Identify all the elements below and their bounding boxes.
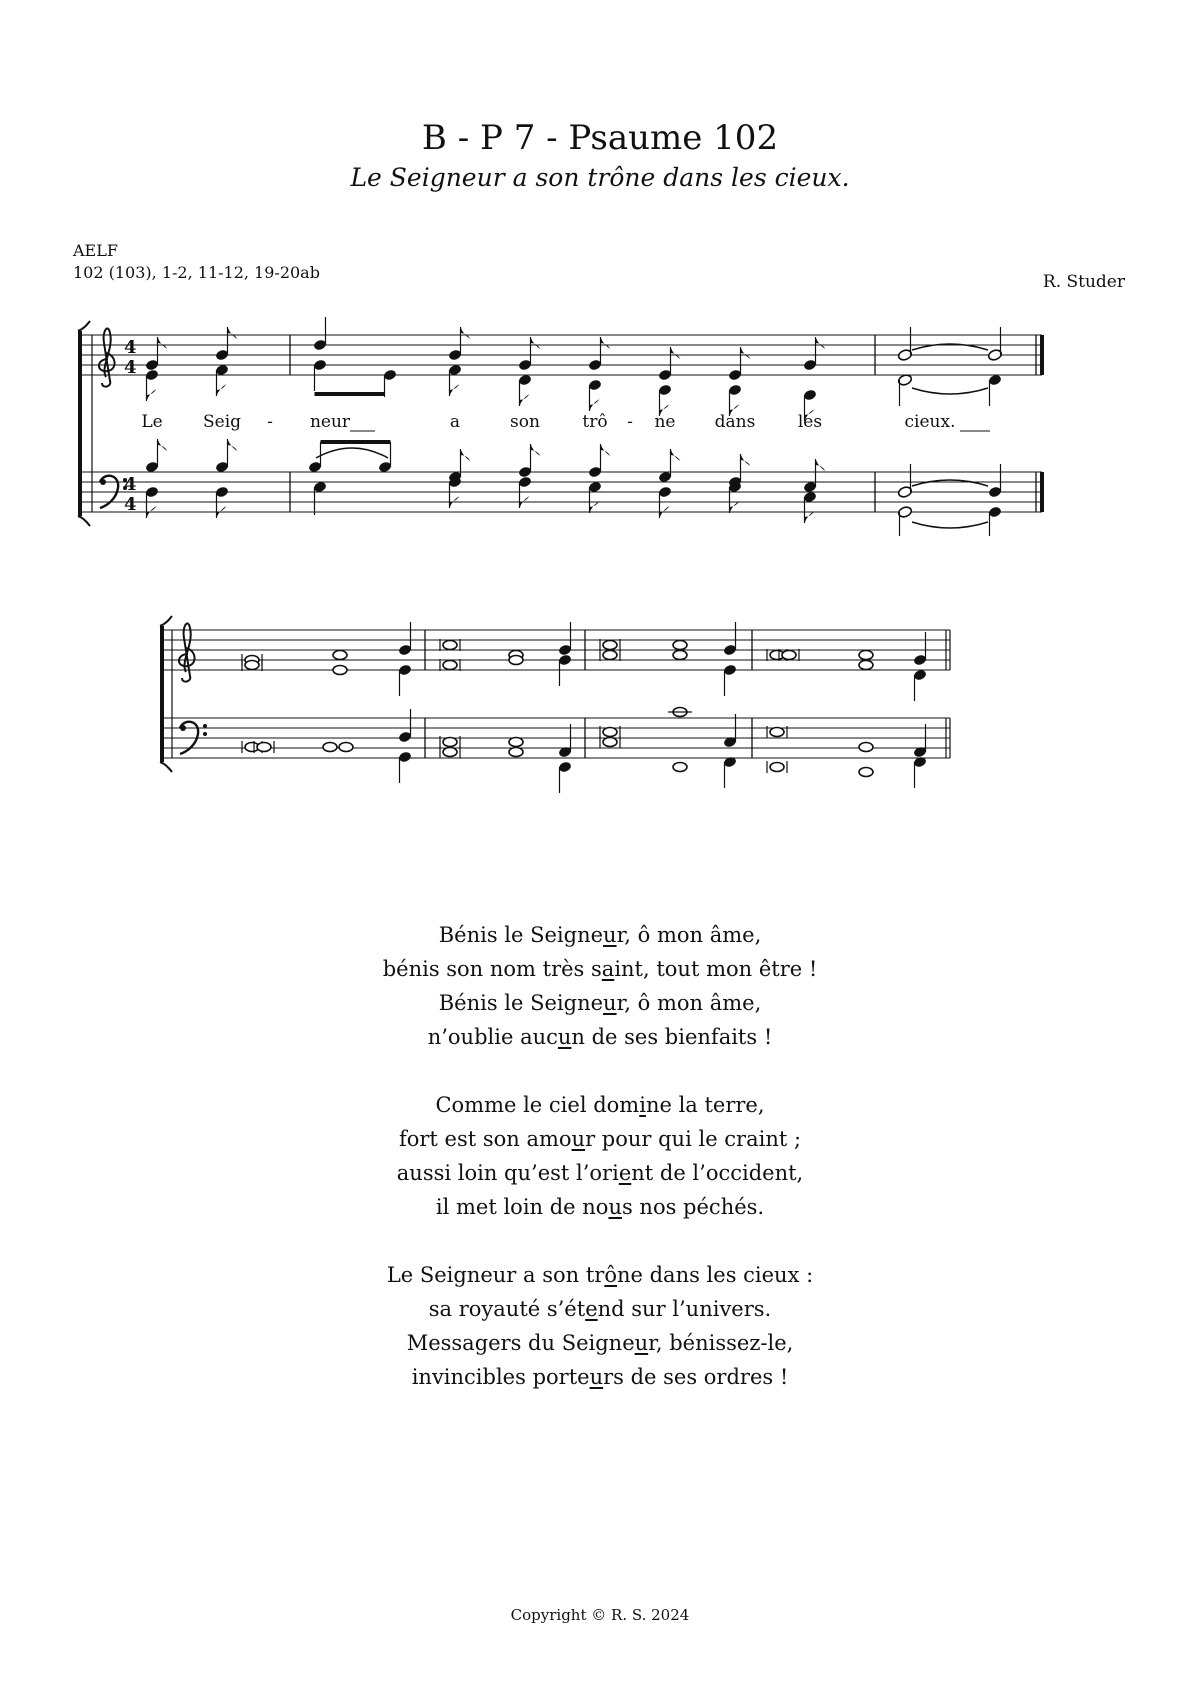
note-flag: [671, 449, 681, 461]
verse-text: sa royauté s’ét: [428, 1297, 586, 1321]
breve-note-head: [443, 661, 457, 670]
source-name: AELF: [73, 241, 118, 260]
verse-text: r, ô mon âme,: [616, 923, 762, 947]
verse-line: [0, 1326, 1200, 1360]
verse-text: r pour qui le craint ;: [585, 1127, 802, 1151]
accented-syllable: a: [601, 957, 615, 981]
verse-text: r, bénissez-le,: [648, 1331, 794, 1355]
note-flag: [590, 399, 600, 411]
bass-clef-dot: [180, 725, 186, 731]
accented-syllable: u: [608, 1195, 622, 1219]
verse-text: Bénis le Seigne: [438, 923, 604, 947]
system-bracket: [78, 331, 82, 516]
page-title: B - P 7 - Psaume 102: [421, 118, 779, 158]
time-signature-denominator: 4: [124, 357, 137, 378]
whole-note-head: [673, 763, 687, 772]
bracket-hook: [160, 616, 172, 626]
final-barline: [1040, 472, 1044, 512]
note-flag: [816, 459, 826, 471]
lyrics-row: [141, 412, 955, 432]
lyric-syllable: Le: [141, 412, 163, 432]
whole-note-head: [509, 656, 523, 665]
whole-note-head: [333, 666, 347, 675]
verse-text: invincibles porte: [411, 1365, 590, 1389]
lyric-syllable: neur: [309, 412, 351, 432]
verse-line: [0, 1088, 1200, 1122]
breve-note-head: [443, 641, 457, 650]
accented-syllable: ô: [604, 1263, 617, 1287]
note-flag: [531, 337, 541, 349]
lyric-syllable: Seig: [202, 412, 242, 432]
bracket-hook: [160, 762, 172, 772]
accented-syllable: e: [585, 1297, 598, 1321]
breve-note-head: [770, 728, 784, 737]
whole-note-head: [509, 738, 523, 747]
breve-note-head: [443, 738, 457, 747]
verse-text: r, ô mon âme,: [616, 991, 762, 1015]
verse-line: [0, 1292, 1200, 1326]
accented-syllable: u: [634, 1331, 649, 1355]
bracket-hook: [78, 321, 90, 331]
bass-clef-dot: [100, 479, 106, 485]
note-flag: [461, 327, 471, 339]
note-flag: [228, 439, 238, 451]
whole-note-head: [859, 661, 873, 670]
verse-line: [0, 986, 1200, 1020]
note-flag: [158, 439, 168, 451]
verse-text: Bénis le Seigne: [438, 991, 604, 1015]
note-flag: [147, 389, 157, 401]
bass-clef-dot: [203, 724, 207, 728]
verse-text: Le Seigneur a son tr: [386, 1263, 605, 1287]
bracket-hook: [78, 516, 90, 526]
verse-line: [0, 1122, 1200, 1156]
lyric-syllable: cieux.: [904, 412, 956, 432]
tie: [912, 480, 988, 486]
accented-syllable: e: [618, 1161, 632, 1185]
staff-lines: [80, 335, 1042, 758]
beam: [321, 440, 391, 444]
system-bracket: [160, 626, 164, 762]
lyric-syllable: a: [449, 412, 461, 432]
verse-text: fort est son amo: [398, 1127, 572, 1151]
note-flag: [805, 511, 815, 523]
note-flag: [217, 384, 227, 396]
verse-line: [0, 1156, 1200, 1190]
treble-clef: [102, 328, 111, 386]
accented-syllable: u: [571, 1127, 586, 1151]
accented-syllable: u: [603, 923, 617, 947]
accented-syllable: i: [639, 1093, 646, 1117]
whole-note-head: [673, 641, 687, 650]
tie: [912, 388, 988, 394]
note-flag: [741, 347, 751, 359]
breve-note-head: [245, 661, 259, 670]
psalm-verses-reference: 102 (103), 1-2, 11-12, 19-20ab: [73, 263, 320, 282]
note-flag: [450, 384, 460, 396]
breve-note-head: [782, 651, 796, 660]
note-flag: [228, 327, 238, 339]
accented-syllable: u: [603, 991, 617, 1015]
whole-note-head: [859, 768, 873, 777]
copyright: Copyright © R. S. 2024: [510, 1606, 690, 1624]
stanza: [0, 918, 1200, 1054]
breve-note-head: [443, 748, 457, 757]
whole-note-head: [509, 748, 523, 757]
composer: R. Studer: [1042, 272, 1125, 292]
page-subtitle: Le Seigneur a son trône dans les cieux.: [350, 163, 850, 192]
accented-syllable: u: [589, 1365, 604, 1389]
note-flag: [671, 347, 681, 359]
verse-text: Messagers du Seigne: [406, 1331, 635, 1355]
time-signature-numerator: 4: [124, 337, 137, 358]
verse-text: rs de ses ordres !: [603, 1365, 789, 1389]
breve-note-head: [603, 728, 617, 737]
verse-text: il met loin de no: [435, 1195, 609, 1219]
verse-text: aussi loin qu’est l’ori: [396, 1161, 619, 1185]
verse-line: [0, 918, 1200, 952]
note-flag: [601, 337, 611, 349]
note-flag: [531, 444, 541, 456]
lyric-syllable: -: [267, 412, 273, 432]
lyric-syllable: dans: [714, 412, 756, 432]
score-marks: [78, 317, 1044, 793]
verse-text: Comme le ciel dom: [435, 1093, 640, 1117]
verse-text: nt de l’occident,: [631, 1161, 804, 1185]
time-signature-numerator: 4: [124, 474, 137, 495]
beam: [315, 392, 385, 396]
verse-text: s nos péchés.: [621, 1195, 765, 1219]
verse-text: ne dans les cieux :: [616, 1263, 814, 1287]
lyric-syllable: ne: [654, 412, 676, 432]
verse-line: [0, 1360, 1200, 1394]
whole-note-head: [323, 743, 337, 752]
note-flag: [741, 454, 751, 466]
stanza: [0, 1258, 1200, 1394]
breve-note-head: [603, 641, 617, 650]
lyric-syllable: son: [510, 412, 540, 432]
note-flag: [730, 501, 740, 513]
breve-note-head: [770, 763, 784, 772]
note-flag: [520, 394, 530, 406]
treble-clef: [182, 623, 191, 681]
whole-note-head: [673, 651, 687, 660]
time-signature-denominator: 4: [124, 494, 137, 515]
bass-clef-dot: [203, 732, 207, 736]
lyric-syllable: les: [797, 412, 823, 432]
verse-line: [0, 1020, 1200, 1054]
verse-line: [0, 1258, 1200, 1292]
stanza: [0, 1088, 1200, 1224]
final-barline: [1040, 335, 1044, 375]
breve-note-head: [603, 738, 617, 747]
breve-note-head: [257, 743, 271, 752]
verse-text: int, tout mon être !: [614, 957, 818, 981]
note-flag: [461, 449, 471, 461]
verse-text: n’oublie auc: [427, 1025, 558, 1049]
verse-text: bénis son nom très s: [382, 957, 602, 981]
tie: [912, 522, 988, 528]
breve-note-head: [603, 651, 617, 660]
whole-note-head: [859, 743, 873, 752]
whole-note-head: [859, 651, 873, 660]
note-flag: [816, 337, 826, 349]
psalm-verses: [0, 918, 1200, 1428]
slur: [316, 448, 388, 458]
whole-note-head: [339, 743, 353, 752]
lyric-syllable: -: [627, 412, 633, 432]
verse-line: [0, 952, 1200, 986]
whole-note-head: [333, 651, 347, 660]
lyric-syllable: trô: [582, 412, 608, 432]
note-flag: [601, 444, 611, 456]
note-flag: [158, 337, 168, 349]
verse-text: nd sur l’univers.: [597, 1297, 772, 1321]
verse-line: [0, 1190, 1200, 1224]
verse-text: ne la terre,: [645, 1093, 765, 1117]
note-flag: [590, 501, 600, 513]
accented-syllable: u: [557, 1025, 572, 1049]
verse-text: n de ses bienfaits !: [571, 1025, 773, 1049]
